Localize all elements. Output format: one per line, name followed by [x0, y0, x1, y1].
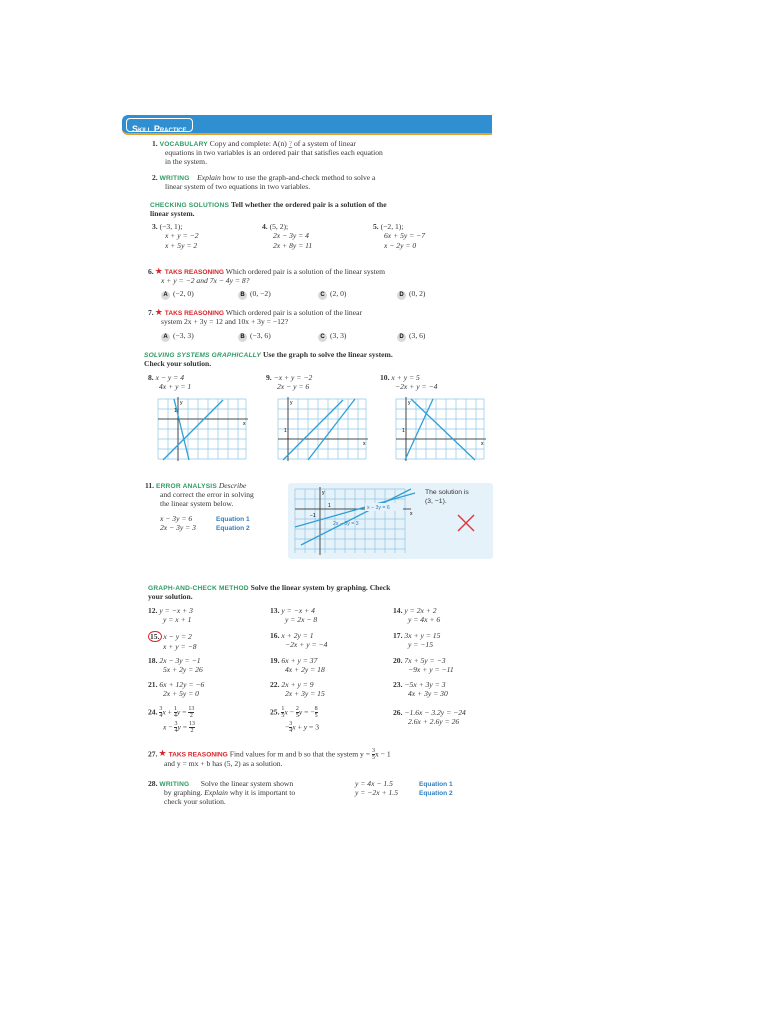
- line-label-2: 2x − 3y = 3: [333, 521, 359, 527]
- header-title-box: [126, 118, 193, 132]
- tick-one: 1: [402, 428, 405, 434]
- q6-option-b[interactable]: B (0, −2): [238, 289, 271, 300]
- solving-heading: SOLVING SYSTEMS GRAPHICALLY Use the graph to solve the linear system.: [144, 350, 393, 359]
- problem-25: 25. $\frac{1}{5}x$ − $\frac{2}{5}y$ = − $\frac{8}{5}$ − $\frac{3}{4}x + y = 3$: [270, 706, 320, 734]
- q6-option-a[interactable]: A (−2, 0): [161, 289, 194, 300]
- q28-line3: check your solution.: [164, 797, 226, 806]
- q4: 4. (5, 2); 2x − 3y = 4 2x + 8y = 11: [262, 222, 313, 250]
- y-axis-label: y: [290, 400, 293, 406]
- problem-15: 15. x − y = 2 x + y = −8: [150, 632, 197, 651]
- red-x-icon: [455, 512, 477, 534]
- section-header: [122, 115, 492, 133]
- grid: [278, 399, 366, 459]
- problem-24: 24. $\frac{3}{4}x$ + $\frac{1}{4}y$ = $\frac{13}{2}$ x − $\frac{3}{4}y$ = $\frac{13}{2}$: [148, 706, 195, 734]
- x-axis-label: x: [363, 441, 366, 447]
- graph-q10: [393, 396, 487, 462]
- q5: 5. (−2, 1); 6x + 5y = −7 x − 2y = 0: [373, 222, 426, 250]
- problem-21: 21. 6x + 12y = −6 2x + 5y = 0: [148, 680, 205, 699]
- tick-one: 1: [174, 408, 177, 414]
- problem-26: 26. −1.6x − 3.2y = −24 2.6x + 2.6y = 26: [393, 708, 466, 727]
- q7-option-c[interactable]: C (3, 3): [318, 331, 346, 342]
- q28-eq1: y = 4x − 1.5 Equation 1: [355, 779, 453, 788]
- texas-star-icon: ★: [154, 307, 163, 317]
- q10: 10. x + y = 5 −2x + y = −4: [380, 373, 438, 392]
- q9: 9. −x + y = −2 2x − y = 6: [266, 373, 313, 392]
- line-label-1: x − 3y = 6: [367, 505, 390, 511]
- line-eq2: [301, 489, 411, 545]
- header-title: Skill Practice: [132, 124, 187, 134]
- y-axis-label: y: [408, 400, 411, 406]
- writing-label: WRITING: [159, 175, 190, 182]
- problem-19: 19. 6x + y = 37 4x + 2y = 18: [270, 656, 325, 675]
- q7-line1: 7.★ TAKS REASONING Which ordered pair is a solution of the linear: [148, 307, 363, 317]
- q7-option-b[interactable]: B (−3, 6): [238, 331, 271, 342]
- q7-option-a[interactable]: A (−3, 3): [161, 331, 194, 342]
- q28-eq2: y = −2x + 1.5 Equation 2: [355, 788, 453, 797]
- q1-line3: in the system.: [165, 157, 207, 166]
- q6-option-d[interactable]: D (0, 2): [397, 289, 425, 300]
- q11-line2: and correct the error in solving: [160, 490, 254, 499]
- graphcheck-heading: GRAPH-AND-CHECK METHOD Solve the linear system by graphing. Check: [148, 583, 391, 592]
- q3: 3. (−3, 1); x + y = −2 x + 5y = 2: [152, 222, 199, 250]
- q28-line2: by graphing. Explain why it is important to: [164, 788, 296, 797]
- problem-23: 23. −5x + 3y = 3 4x + 3y = 30: [393, 680, 448, 699]
- x-axis-label: x: [410, 511, 413, 517]
- graphcheck-heading-2: your solution.: [148, 592, 193, 601]
- problem-17: 17. 3x + y = 15 y = −15: [393, 631, 441, 650]
- problem-12: 12. y = −x + 3 y = x + 1: [148, 606, 193, 625]
- line-eq2: [174, 399, 189, 460]
- q2-line2: linear system of two equations in two variables.: [165, 182, 311, 191]
- q11-line1: 11. ERROR ANALYSIS Describe: [145, 481, 247, 490]
- q7-line2: system 2x + 3y = 12 and 10x + 3y = −12?: [161, 317, 289, 326]
- q27-line2: and y = mx + b has (5, 2) as a solution.: [164, 759, 283, 768]
- q11-eq2: 2x − 3y = 3 Equation 2: [160, 523, 250, 532]
- q1-line1: 1. VOCABULARY Copy and complete: A(n) ? of a system of linear: [152, 139, 356, 148]
- graph-q9: [275, 396, 369, 462]
- problem-20: 20. 7x + 5y = −3 −9x + y = −11: [393, 656, 454, 675]
- q6-line1: 6.★ TAKS REASONING Which ordered pair is a solution of the linear system: [148, 266, 385, 276]
- problem-16: 16. x + 2y = 1 −2x + y = −4: [270, 631, 328, 650]
- checking-heading: CHECKING SOLUTIONS Tell whether the ordered pair is a solution of the: [150, 200, 387, 209]
- q11-line3: the linear system below.: [160, 499, 234, 508]
- y-axis-label: y: [322, 490, 325, 496]
- graph-q11: [293, 487, 417, 555]
- x-axis-label: x: [243, 421, 246, 427]
- tick-neg-one: −1: [310, 513, 316, 519]
- y-axis-label: y: [180, 400, 183, 406]
- texas-star-icon: ★: [154, 266, 163, 276]
- line-eq1: [411, 399, 475, 460]
- q6-line2: x + y = −2 and 7x − 4y = 8?: [161, 276, 250, 285]
- solving-heading-2: Check your solution.: [144, 359, 212, 368]
- line-eq2: [405, 399, 433, 460]
- graph-q8: [155, 396, 249, 462]
- problem-13: 13. y = −x + 4 y = 2x − 8: [270, 606, 318, 625]
- q6-option-c[interactable]: C (2, 0): [318, 289, 346, 300]
- q1-line2: equations in two variables is an ordered pair that satisfies each equation: [165, 148, 383, 157]
- tick-one: 1: [284, 428, 287, 434]
- error-solution-text: The solution is (3, −1).: [425, 489, 469, 505]
- texas-star-icon: ★: [158, 748, 167, 759]
- tick-one: 1: [328, 503, 331, 509]
- grid: [158, 399, 246, 459]
- q11-eq1: x − 3y = 6 Equation 1: [160, 514, 250, 523]
- checking-heading-2: linear system.: [150, 209, 195, 218]
- q27-line1: 27.★ TAKS REASONING Find values for m and b so that the system y = $\frac{3}{5}x - 1$: [148, 748, 391, 761]
- q2-line1: 2. WRITING Explain how to use the graph-and-check method to solve a: [152, 173, 376, 182]
- q8: 8. x − y = 4 4x + y = 1: [148, 373, 192, 392]
- q7-option-d[interactable]: D (3, 6): [397, 331, 425, 342]
- x-axis-label: x: [481, 441, 484, 447]
- problem-18: 18. 2x − 3y = −1 5x + 2y = 26: [148, 656, 203, 675]
- problem-14: 14. y = 2x + 2 y = 4x + 6: [393, 606, 441, 625]
- circled-number: 15.: [150, 632, 160, 641]
- q28-line1: 28. WRITING Solve the linear system shown: [148, 779, 294, 788]
- vocabulary-label: VOCABULARY: [159, 141, 208, 148]
- problem-22: 22. 2x + y = 9 2x + 3y = 15: [270, 680, 325, 699]
